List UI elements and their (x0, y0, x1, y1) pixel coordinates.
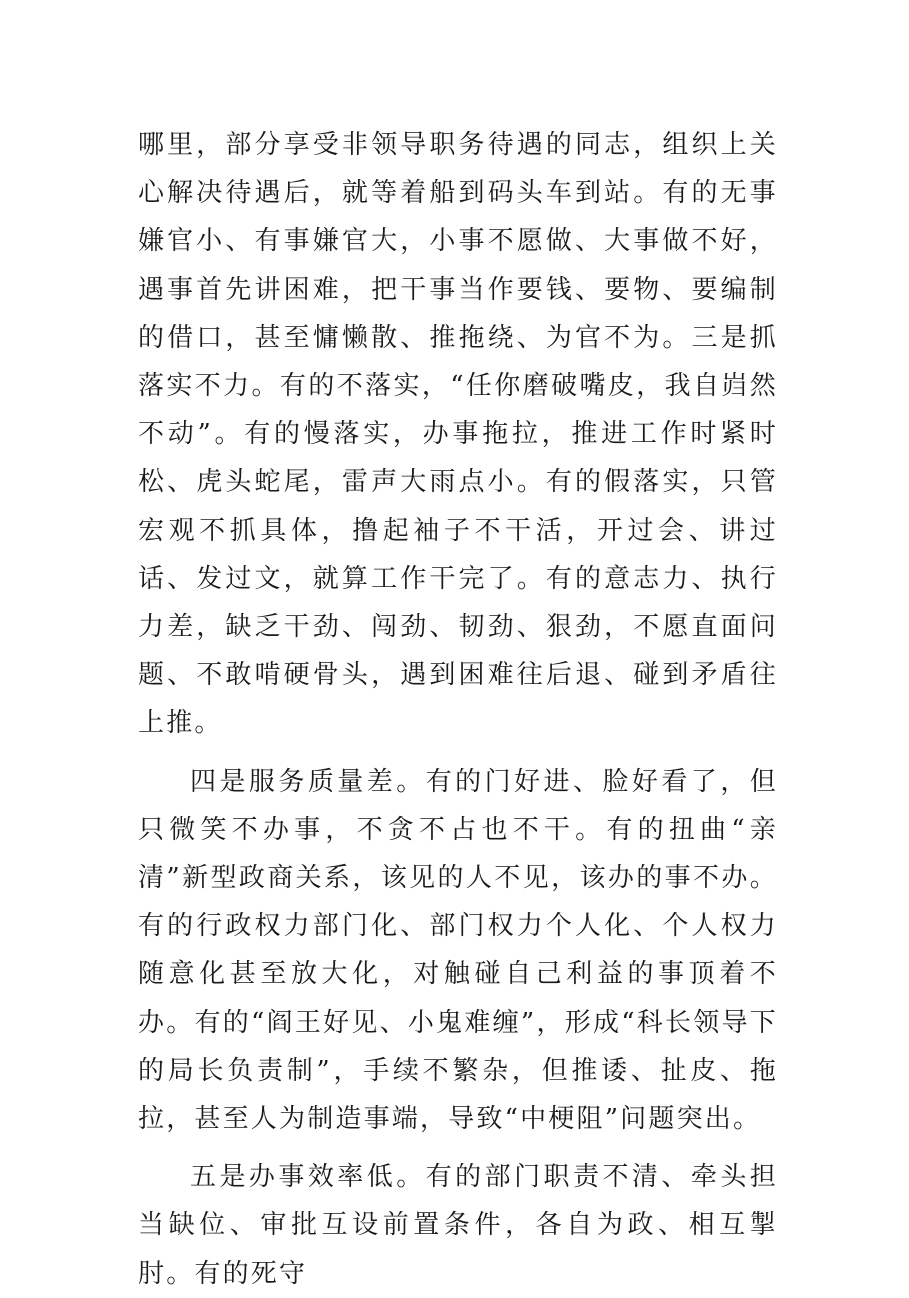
paragraph-efficiency: 五是办事效率低。有的部门职责不清、牵头担当缺位、审批互设前置条件，各自为政、相互掣肘。有的死守 (138, 1162, 778, 1289)
document-body (138, 121, 778, 1298)
paragraph-service-quality: 四是服务质量差。有的门好进、脸好看了，但只微笑不办事，不贪不占也不干。有的扭曲“亲清”新型政商关系，该见的人不见，该办的事不办。有的行政权力部门化、部门权力个人化、个人权力随意化甚至放大化，对触碰自己利益的事顶着不办。有的“阎王好见、小鬼难缠”，形成“科长领导下的局长负责制”，手续不繁杂，但推诿、扯皮、拖拉，甚至人为制造事端，导致“中梗阻”问题突出。 (138, 766, 778, 1135)
paragraph-continued: 哪里，部分享受非领导职务待遇的同志，组织上关心解决待遇后，就等着船到码头车到站。有的无事嫌官小、有事嫌官大，小事不愿做、大事做不好，遇事首先讲困难，把干事当作要钱、要物、要编制的借口，甚至慵懒散、推拖绕、为官不为。三是抓落实不力。有的不落实，“任你磨破嘴皮，我自岿然不动”。有的慢落实，办事拖拉，推进工作时紧时松、虎头蛇尾，雷声大雨点小。有的假落实，只管宏观不抓具体，撸起袖子不干活，开过会、讲过话、发过文，就算工作干完了。有的意志力、执行力差，缺乏干劲、闯劲、韧劲、狠劲，不愿直面问题、不敢啃硬骨头，遇到困难往后退、碰到矛盾往上推。 (138, 130, 778, 739)
